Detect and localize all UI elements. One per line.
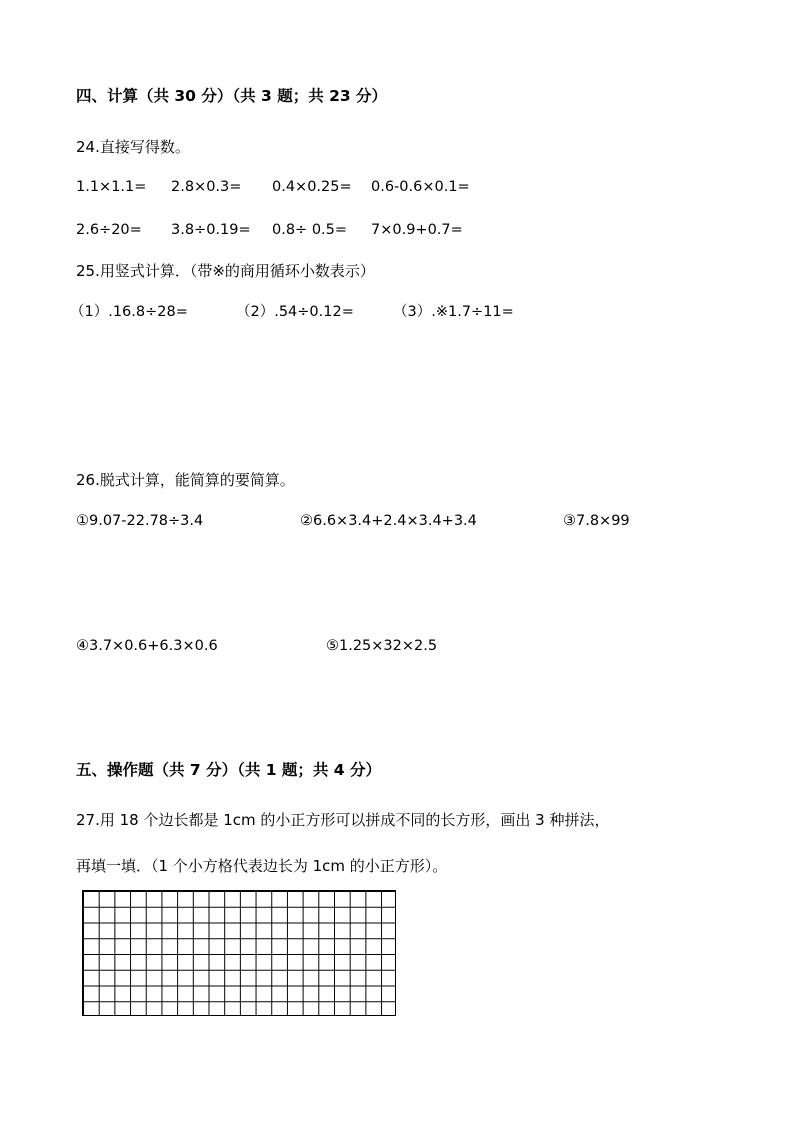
square-grid[interactable] xyxy=(82,890,396,1016)
q27-line-1: 27.用 18 个边长都是 1cm 的小正方形可以拼成不同的长方形，画出 3 种拼法， xyxy=(76,811,610,829)
q25-title: 25.用竖式计算．（带※的商用循环小数表示） xyxy=(76,262,375,280)
q26-title: 26.脱式计算，能简算的要简算。 xyxy=(76,471,295,489)
q26-item-2: ②6.6×3.4+2.4×3.4+3.4 xyxy=(300,513,477,529)
q24-expr-2: 2.8×0.3= xyxy=(171,179,242,195)
q24-expr-1: 1.1×1.1= xyxy=(76,179,147,195)
q26-item-5: ⑤1.25×32×2.5 xyxy=(326,638,438,654)
q24-expr-4: 0.6-0.6×0.1= xyxy=(371,179,470,195)
q25-item-3: （3）.※1.7÷11= xyxy=(393,304,514,320)
section5-heading: 五、操作题（共 7 分）（共 1 题；共 4 分） xyxy=(76,761,381,779)
section4-heading: 四、计算（共 30 分）（共 3 题；共 23 分） xyxy=(76,87,388,105)
q24-expr-5: 2.6÷20= xyxy=(76,222,142,238)
q24-expr-3: 0.4×0.25= xyxy=(272,179,352,195)
q24-expr-7: 0.8÷ 0.5= xyxy=(272,222,348,238)
q26-item-4: ④3.7×0.6+6.3×0.6 xyxy=(76,638,218,654)
q24-expr-8: 7×0.9+0.7= xyxy=(371,222,463,238)
q26-item-1: ①9.07-22.78÷3.4 xyxy=(76,513,204,529)
q25-item-2: （2）.54÷0.12= xyxy=(236,304,354,320)
q26-item-3: ③7.8×99 xyxy=(563,513,630,529)
q24-expr-6: 3.8÷0.19= xyxy=(171,222,251,238)
q24-title: 24.直接写得数。 xyxy=(76,138,190,156)
q27-line-2: 再填一填．（1 个小方格代表边长为 1cm 的小正方形）。 xyxy=(76,857,448,875)
q25-item-1: （1）.16.8÷28= xyxy=(70,304,188,320)
